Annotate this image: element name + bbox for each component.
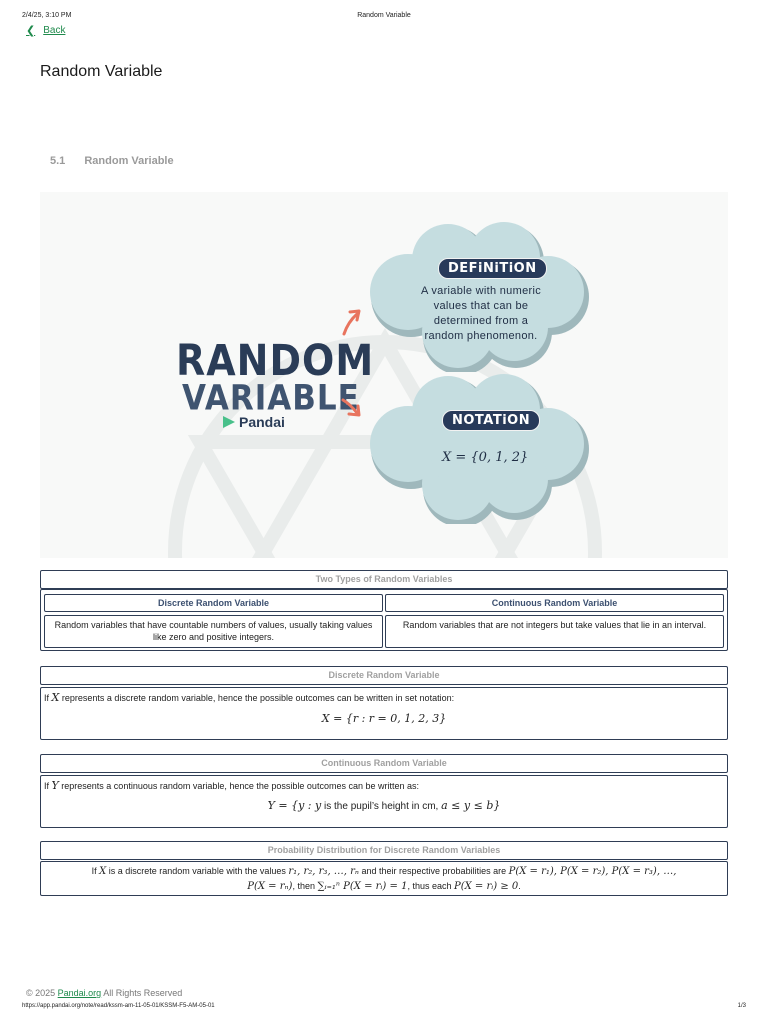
notation-formula: X = {0, 1, 2} <box>442 450 529 465</box>
definition-badge: DEFiNiTiON <box>438 258 547 279</box>
text-fragment: . <box>518 881 521 891</box>
rights-text: All Rights Reserved <box>101 988 183 998</box>
text-fragment: , thus each <box>407 881 454 891</box>
text-fragment: , then <box>292 881 318 891</box>
notation-cloud <box>366 374 592 524</box>
definition-line: determined from a <box>433 315 529 327</box>
definition-line: A variable with numeric <box>420 285 541 297</box>
math-expression: P(X = r₁), P(X = r₂), P(X = r₃), …, <box>508 866 677 877</box>
continuous-section-title: Continuous Random Variable <box>40 754 728 773</box>
discrete-section-title: Discrete Random Variable <box>40 666 728 685</box>
probability-line-2 <box>44 879 724 894</box>
logo-text: Pandai <box>239 414 285 430</box>
arrow-down-icon <box>340 396 364 420</box>
text-fragment: If <box>44 693 52 703</box>
brand-title-variable: VARIABLE <box>182 378 360 419</box>
print-url: https://app.pandai.org/note/read/kssm-am-11-05-01/KSSM-F5-AM-05-01 <box>22 1003 215 1009</box>
definition-text <box>388 284 574 344</box>
definition-line: random phenomenon. <box>424 330 538 342</box>
continuous-column-header: Continuous Random Variable <box>385 594 724 612</box>
discrete-column-body: Random variables that have countable numbers of values, usually taking values like zero and positive integers. <box>44 615 383 648</box>
pandai-logo <box>221 414 285 430</box>
arrow-up-icon <box>340 308 362 338</box>
random-variable-infographic <box>40 192 728 558</box>
cloud-shape-icon <box>366 374 592 524</box>
section-number: 5.1 <box>50 155 66 167</box>
text-fragment: If <box>91 866 100 876</box>
text-fragment: is a discrete random variable with the values <box>106 866 289 876</box>
formula-fragment: is the pupil’s height in cm, <box>321 801 442 812</box>
notation-badge: NOTATiON <box>442 410 540 431</box>
math-expression: ∑ᵢ₌₁ⁿ P(X = rᵢ) = 1 <box>317 881 408 892</box>
math-variable: X <box>51 691 60 704</box>
probability-section-title: Probability Distribution for Discrete Random Variables <box>40 841 728 860</box>
pandai-logo-icon <box>221 414 237 430</box>
back-label: Back <box>43 25 66 36</box>
math-expression: P(X = rₙ) <box>247 881 293 892</box>
formula-fragment: a ≤ y ≤ b} <box>441 799 501 812</box>
math-expression: P(X = rᵢ) ≥ 0 <box>453 881 519 892</box>
types-table-title: Two Types of Random Variables <box>40 570 728 589</box>
math-expression: X <box>99 866 107 877</box>
print-header <box>0 12 768 24</box>
continuous-formula <box>40 799 728 812</box>
continuous-column-body: Random variables that are not integers but take values that lie in an interval. <box>385 615 724 648</box>
chevron-left-icon: ❮ <box>26 25 36 37</box>
brand-title-random: RANDOM <box>176 336 375 386</box>
discrete-formula: X = {r : r = 0, 1, 2, 3} <box>321 712 447 725</box>
types-table-grid <box>42 591 726 649</box>
math-expression: r₁, r₂, r₃, …, rₙ <box>288 866 359 877</box>
discrete-column-header: Discrete Random Variable <box>44 594 383 612</box>
back-link[interactable] <box>26 24 65 37</box>
probability-description <box>44 864 724 894</box>
definition-cloud <box>366 222 592 372</box>
text-fragment: and their respective probabilities are <box>359 866 509 876</box>
text-fragment: If <box>44 781 52 791</box>
discrete-description <box>44 691 454 704</box>
copyright-text: © 2025 <box>26 988 58 998</box>
section-title: Random Variable <box>84 155 174 167</box>
definition-line: values that can be <box>433 300 529 312</box>
continuous-description <box>44 779 419 792</box>
footer <box>26 988 182 998</box>
text-fragment: represents a discrete random variable, hence the possible outcomes can be written in set notation: <box>59 693 455 703</box>
text-fragment: represents a continuous random variable, hence the possible outcomes can be written as: <box>58 781 419 791</box>
print-timestamp: 2/4/25, 3:10 PM <box>22 12 72 19</box>
print-title: Random Variable <box>357 12 411 19</box>
print-page-number: 1/3 <box>737 1003 746 1009</box>
page-title: Random Variable <box>40 63 163 80</box>
probability-line-1 <box>44 864 724 879</box>
formula-fragment: Y = {y : y <box>267 799 322 812</box>
math-variable: Y <box>51 779 59 792</box>
section-heading <box>50 155 174 167</box>
pandai-link[interactable]: Pandai.org <box>57 988 102 998</box>
